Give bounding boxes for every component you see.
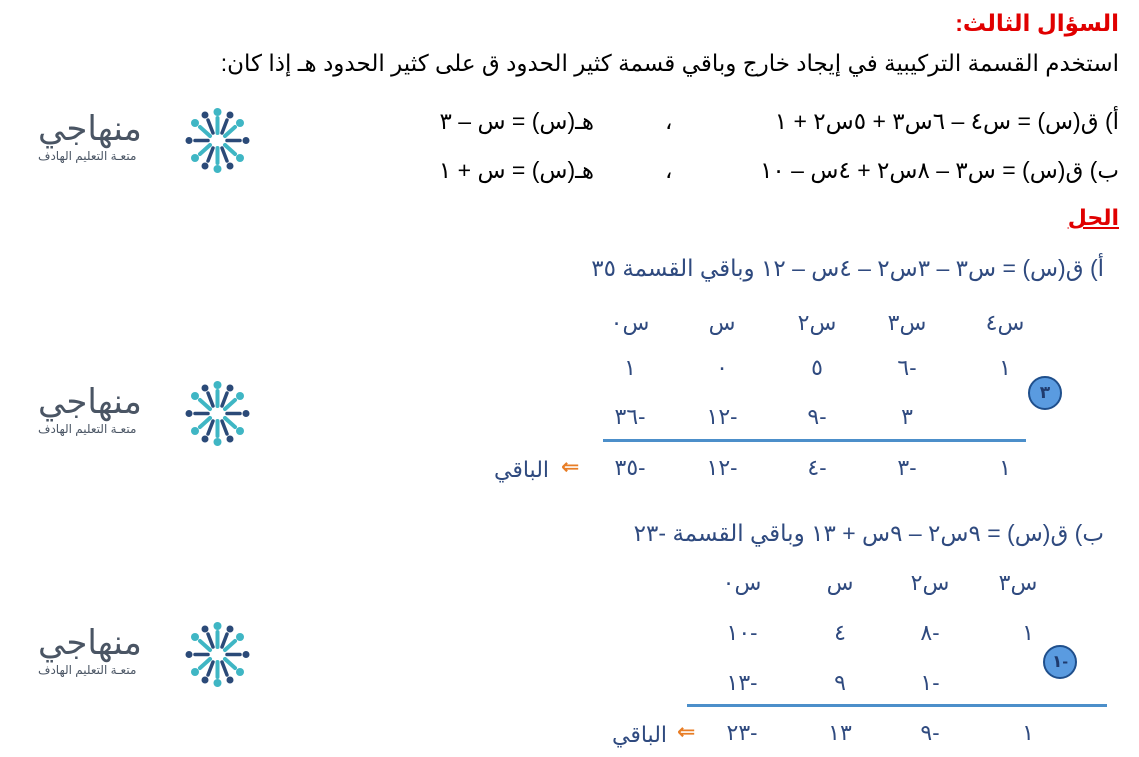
remainder-a-label: الباقي [494, 457, 550, 482]
synthetic-a-cell: ٣ [901, 404, 913, 429]
part-b-divisor: هـ(س) = س + ١ [438, 157, 594, 183]
part-a-polynomial: أ) ق(س) = س٤ – ٦س٣ + ٥س٢ + ١ [774, 108, 1119, 134]
synthetic-b-cell: ١٣- [726, 670, 758, 695]
logo-tagline: متعـة التعليم الهادف [38, 149, 137, 163]
synthetic-b-header: س٣ [998, 570, 1038, 595]
logo-figures-icon [180, 617, 255, 692]
logo-figures-icon [180, 376, 255, 451]
synthetic-a-header: س٤ [985, 310, 1025, 335]
synthetic-a-cell: ٤- [807, 455, 827, 480]
solution-b-result: ب) ق(س) = ٩س٢ – ٩س + ١٣ وباقي القسمة -٢٣ [633, 520, 1104, 546]
question-title: السؤال الثالث: [955, 10, 1119, 36]
synthetic-a-cell: ٠ [716, 355, 728, 380]
remainder-b-arrow-icon: ⇐ [677, 719, 696, 744]
synthetic-a-header: س٢ [797, 310, 837, 335]
remainder-b-label: الباقي [612, 722, 668, 747]
synthetic-b-header: س٠ [722, 570, 762, 595]
manhaji-logo [30, 617, 260, 692]
synthetic-b-cell: ١٣ [828, 720, 852, 745]
logo-wordmark: منهاجي [38, 624, 142, 662]
synthetic-a-header: س٠ [610, 310, 650, 335]
synthetic-a-header: س٣ [887, 310, 927, 335]
logo-tagline: متعـة التعليم الهادف [38, 663, 137, 677]
synthetic-b-header: س [826, 570, 854, 595]
manhaji-logo [30, 103, 260, 178]
synthetic-b-divider [687, 704, 1107, 707]
synthetic-a-cell: ١ [999, 355, 1011, 380]
synthetic-a-cell: ١٢- [706, 404, 738, 429]
synthetic-b-cell: ١٠- [726, 620, 758, 645]
part-a-separator: ، [665, 108, 673, 134]
divisor-a-circle: ٣ [1028, 376, 1062, 410]
synthetic-b-header: س٢ [910, 570, 950, 595]
synthetic-a-divider [603, 439, 1026, 442]
question-instruction: استخدم القسمة التركيبية في إيجاد خارج وباقي قسمة كثير الحدود ق على كثير الحدود هـ إذا كان: [220, 50, 1119, 76]
synthetic-b-cell: ٨- [920, 620, 940, 645]
synthetic-a-header: س [708, 310, 736, 335]
solution-heading: الحل [1067, 205, 1119, 230]
synthetic-b-cell: ٩ [834, 670, 846, 695]
synthetic-b-cell: ٢٣- [726, 720, 758, 745]
logo-tagline: متعـة التعليم الهادف [38, 422, 137, 436]
logo-wordmark: منهاجي [38, 383, 142, 421]
synthetic-b-cell: ٤ [834, 620, 846, 645]
logo-wordmark: منهاجي [38, 110, 142, 148]
synthetic-a-cell: ١ [999, 455, 1011, 480]
divisor-b-circle: ١- [1043, 645, 1077, 679]
solution-a-result: أ) ق(س) = س٣ – ٣س٢ – ٤س – ١٢ وباقي القسمة ٣٥ [591, 255, 1104, 281]
part-b-separator: ، [665, 157, 673, 183]
synthetic-b-cell: ١ [1022, 720, 1034, 745]
synthetic-a-cell: ٣٥- [614, 455, 646, 480]
synthetic-a-cell: ٩- [807, 404, 827, 429]
manhaji-logo [30, 376, 260, 451]
synthetic-a-cell: ٣- [897, 455, 917, 480]
synthetic-b-cell: ٩- [920, 720, 940, 745]
synthetic-a-cell: ٥ [811, 355, 823, 380]
synthetic-a-cell: ١٢- [706, 455, 738, 480]
part-a-divisor: هـ(س) = س – ٣ [439, 108, 594, 134]
part-b-polynomial: ب) ق(س) = س٣ – ٨س٢ + ٤س – ١٠ [760, 157, 1119, 183]
remainder-a-arrow-icon: ⇐ [561, 454, 580, 479]
synthetic-a-cell: ٦- [897, 355, 917, 380]
synthetic-a-cell: ٣٦- [614, 404, 646, 429]
synthetic-a-cell: ١ [624, 355, 636, 380]
synthetic-b-cell: ١- [920, 670, 940, 695]
synthetic-b-cell: ١ [1022, 620, 1034, 645]
logo-figures-icon [180, 103, 255, 178]
